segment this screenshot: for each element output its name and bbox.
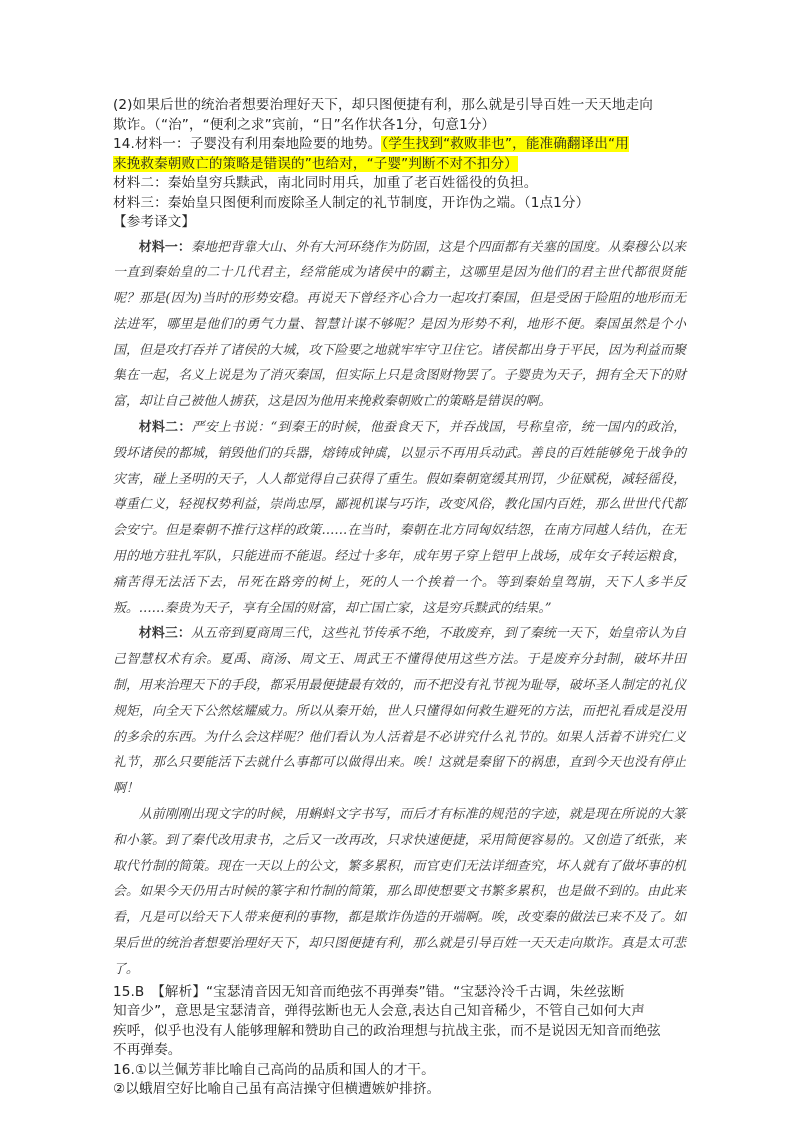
answer-14-material-2: 材料二：秦始皇穷兵黩武，南北同时用兵，加重了老百姓徭役的负担。 xyxy=(113,175,538,191)
answer-15-label: 15.B 【解析】 xyxy=(113,983,207,1000)
answer-14-line-1 xyxy=(113,135,686,155)
answer-14-material-3: 材料三：秦始皇只图便利而废除圣人制定的礼节制度，开诈伪之端。（1点1分） xyxy=(113,194,590,211)
answer-14-highlight-1: （学生找到“救败非也”，能准确翻译出“用 xyxy=(381,136,629,152)
reference-translation-title: 【参考译文】 xyxy=(113,214,196,230)
answer-14-prefix: 14.材料一：子婴没有利用秦地险要的地势。 xyxy=(113,136,382,152)
translation-label-3: 材料三： xyxy=(138,626,191,642)
answer-15-line-1: 15.B 【解析】“宝瑟清音因无知音而绝弦不再弹奏”错。“宝瑟泠泠千古调，朱丝弦断 xyxy=(113,983,625,1000)
answer-13-line-2: 欺诈。（“治”，“便利之求”宾前，“日”名作状各1分，句意1分） xyxy=(113,116,496,133)
answer-14-line-2 xyxy=(113,155,686,175)
answer-16-line-1: 16.①以兰佩芳菲比喻自己高尚的品质和国人的才干。 xyxy=(113,1061,435,1078)
reference-translation xyxy=(113,235,686,983)
translation-paragraph-4: 从前刚刚出现文字的时候，用蝌蚪文字书写，而后才有标准的规范的字迹，就是现在所说的大篆和小篆。到了秦代改用隶书，之后又一改再改，只求快速便捷，采用简便容易的。又创造了纸张，来取代竹制的简策。现在一天以上的公文，繁多累积，而官吏们无法详细查究，坏人就有了做坏事的机会。如果今天仍用古时候的篆字和竹制的简策，那么即使想要文书繁多累积，也是做不到的。由此来看，凡是可以给天下人带来便利的事物，都是欺诈伪造的开端啊。唉，改变秦的做法已来不及了。如果后世的统治者想要治理好天下，却只图便捷有利，那么就是引导百姓一天天走向欺诈。真是太可悲了。 xyxy=(113,807,686,977)
translation-label-1: 材料一： xyxy=(138,239,191,255)
translation-label-2: 材料二： xyxy=(138,420,192,436)
answer-15-line-4: 不再弹奏。 xyxy=(113,1042,182,1059)
document-page xyxy=(113,96,686,1100)
answer-14-highlight-2: 来挽救秦朝败亡的策略是错误的”也给对，“子婴”判断不对不扣分） xyxy=(113,155,518,172)
answer-15-line-2: 知音少”，意思是宝瑟清音，弹得弦断也无人会意,表达自己知音稀少，不管自己如何大声 xyxy=(113,1003,645,1020)
answer-13-line-1: (2)如果后世的统治者想要治理好天下，却只图便捷有利，那么就是引导百姓一天天地走向 xyxy=(113,97,653,113)
translation-paragraph-1: 材料一：秦地把背靠大山、外有大河环绕作为防固，这是个四面都有关塞的国度。从秦穆公以来一直到秦始皇的二十几代君主，经常能成为诸侯中的霸主，这哪里是因为他们的君主世代都很贤能呢？那是(因为)当时的形势安稳。再说天下曾经齐心合力一起攻打秦国，但是受困于险阻的地形而无法进军，哪里是他们的勇气力量、智慧计谋不够呢？是因为形势不利，地形不便。秦国虽然是个小国，但是攻打吞并了诸侯的大城，攻下险要之地就牢牢守卫住它。诸侯都出身于平民，因为利益而聚集在一起，名义上说是为了消灭秦国，但实际上只是贪图财物罢了。子婴贵为天子，拥有全天下的财富，却让自己被他人掳获，这是因为他用来挽救秦朝败亡的策略是错误的啊。 xyxy=(113,239,687,410)
translation-paragraph-3: 材料三：从五帝到夏商周三代，这些礼节传承不绝，不敢废弃，到了秦统一天下，始皇帝认为自己智慧权术有余。夏禹、商汤、周文王、周武王不懂得使用这些方法。于是废弃分封制，破坏井田制，用来治理天下的手段，都采用最便捷最有效的，而不把没有礼节视为耻辱，破坏圣人制定的礼仪规矩，向全天下公然炫耀威力。所以从秦开始，世人只懂得如何救生避死的方法，而把礼看成是没用的多余的东西。为什么会这样呢？他们看认为人活着是不必讲究什么礼节的。如果人活着不讲究仁义礼节，那么只要能活下去就什么事都可以做得出来。唉！这就是秦留下的祸患，直到今天也没有停止啊！ xyxy=(113,626,687,797)
answer-16-line-2: ②以蛾眉空好比喻自己虽有高洁操守但横遭嫉妒排挤。 xyxy=(113,1081,441,1098)
translation-paragraph-2: 材料二：严安上书说：“到秦王的时候，他蚕食天下，并吞战国，号称皇帝，统一国内的政治，毁坏诸侯的都城，销毁他们的兵器，熔铸成钟虡，以显示不再用兵动武。善良的百姓能够免于战争的灾害，碰上圣明的天子，人人都觉得自己获得了重生。假如秦朝宽缓其刑罚，少征赋税，减轻徭役，尊重仁义，轻视权势利益，崇尚忠厚，鄙视机谋与巧诈，改变风俗，教化国内百姓，那么世世代代都会安宁。但是秦朝不推行这样的政策……在当时，秦朝在北方同匈奴结怨，在南方同越人结仇，在无用的地方驻扎军队，只能进而不能退。经过十多年，成年男子穿上铠甲上战场，成年女子转运粮食，痛苦得无法活下去，吊死在路旁的树上，死的人一个挨着一个。等到秦始皇驾崩，天下人多半反叛。……秦贵为天子，享有全国的财富，却亡国亡家，这是穷兵黩武的结果。” xyxy=(113,420,687,616)
answer-15-line-3: 疾呼，似乎也没有人能够理解和赞助自己的政治理想与抗战主张，而不是说因无知音而绝弦 xyxy=(113,1022,661,1039)
